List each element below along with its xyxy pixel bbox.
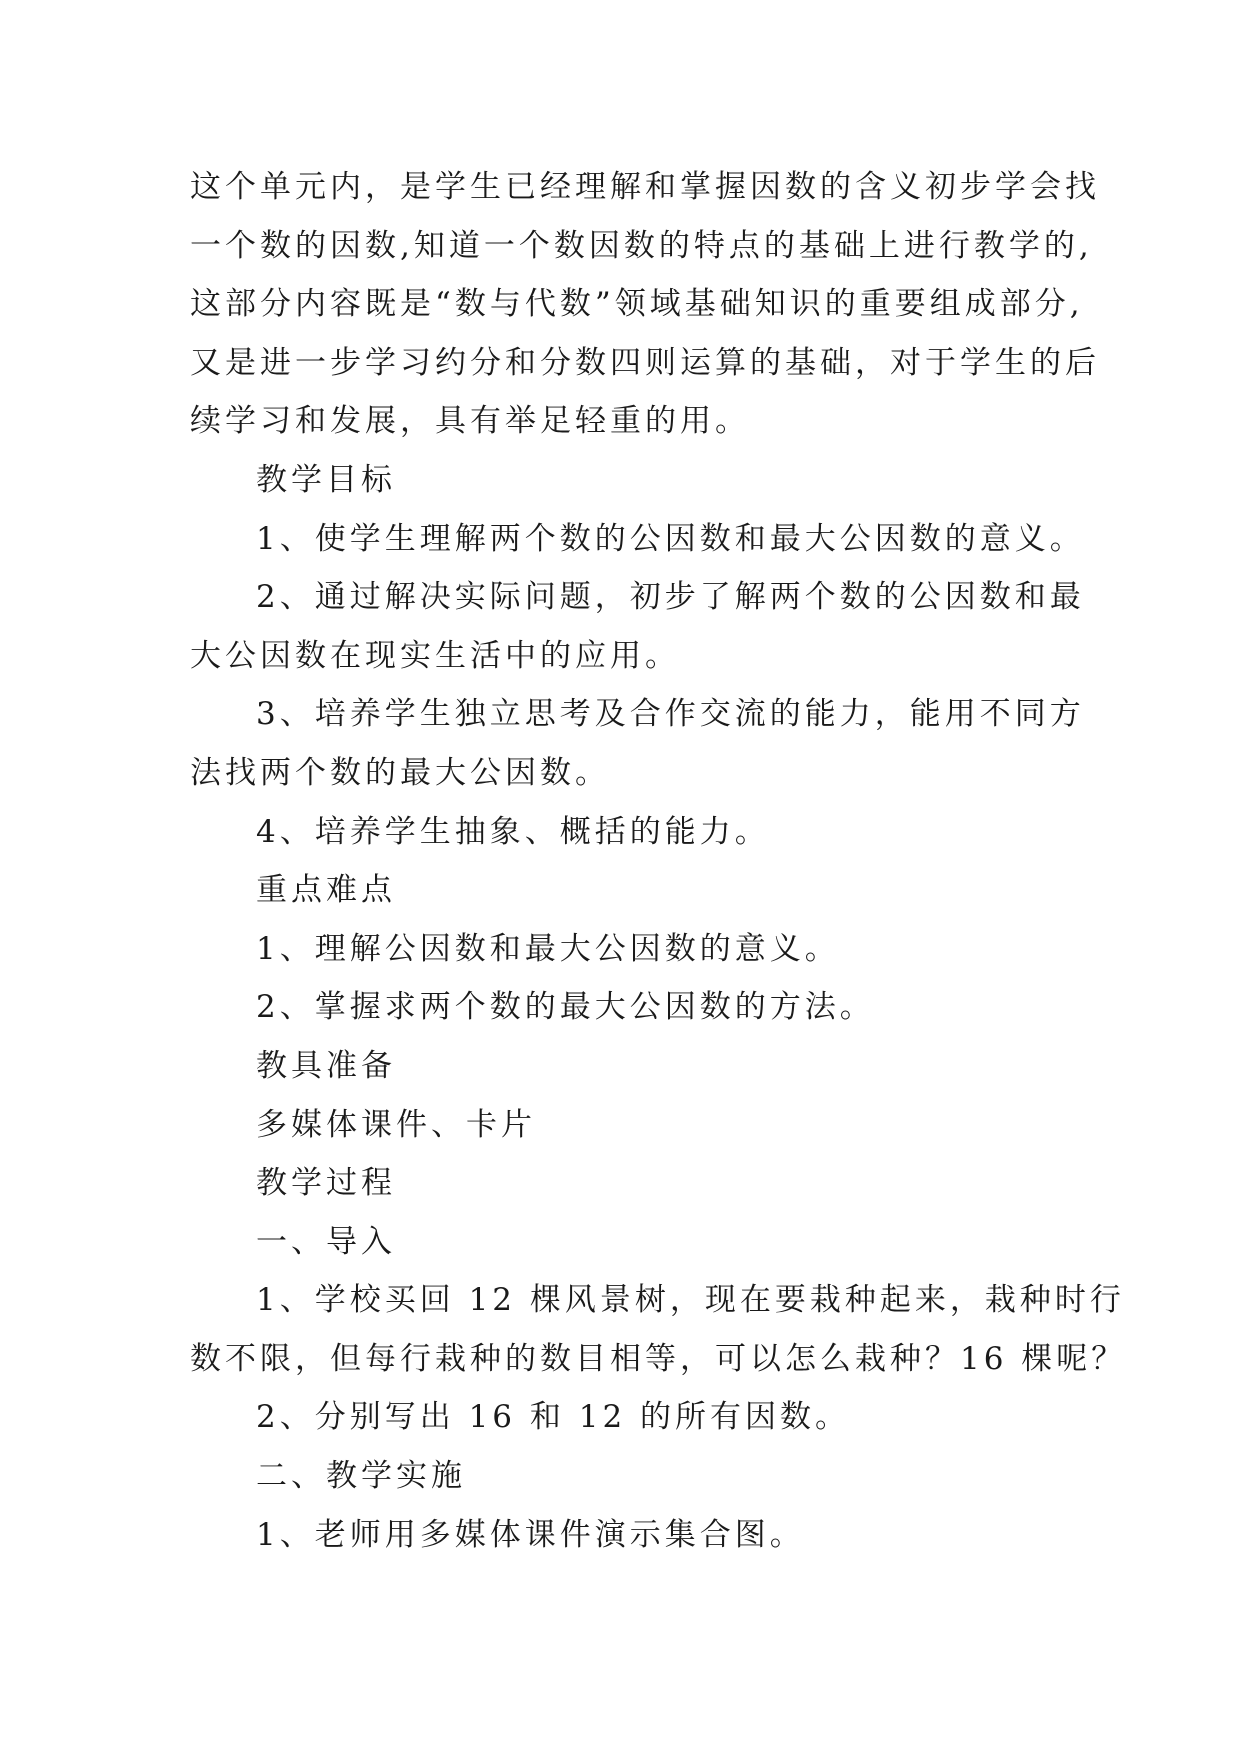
list-item: 1、老师用多媒体课件演示集合图。	[256, 1516, 805, 1553]
document-body	[190, 158, 1127, 1564]
text-line: 这个单元内，是学生已经理解和掌握因数的含义初步学会找	[190, 169, 1100, 205]
text-line: 多媒体课件、卡片	[256, 1106, 536, 1143]
list-item: 3、培养学生独立思考及合作交流的能力，能用不同方	[256, 696, 1085, 733]
text-line: 续学习和发展，具有举足轻重的用。	[190, 403, 750, 440]
list-item: 1、学校买回 12 棵风景树，现在要栽种起来，栽种时行	[256, 1282, 1125, 1319]
subsection-heading: 二、教学实施	[256, 1458, 466, 1495]
list-item: 4、培养学生抽象、概括的能力。	[256, 813, 770, 850]
list-item: 2、通过解决实际问题，初步了解两个数的公因数和最	[256, 579, 1085, 616]
text-line: 法找两个数的最大公因数。	[190, 754, 610, 791]
text-line: 又是进一步学习约分和分数四则运算的基础，对于学生的后	[190, 344, 1100, 381]
text-line: 这部分内容既是“数与代数”领域基础知识的重要组成部分,	[190, 286, 1084, 323]
list-item: 1、理解公因数和最大公因数的意义。	[256, 930, 840, 967]
text-line: 数不限，但每行栽种的数目相等，可以怎么栽种？16 棵呢？	[190, 1340, 1127, 1377]
section-heading: 教具准备	[256, 1047, 396, 1084]
text-line: 大公因数在现实生活中的应用。	[190, 637, 680, 674]
list-item: 2、分别写出 16 和 12 的所有因数。	[256, 1399, 851, 1436]
list-item: 2、掌握求两个数的最大公因数的方法。	[256, 989, 875, 1026]
section-heading: 教学过程	[256, 1165, 396, 1202]
section-heading: 重点难点	[256, 872, 396, 909]
subsection-heading: 一、导入	[256, 1223, 396, 1260]
text-line: 一个数的因数,知道一个数因数的特点的基础上进行教学的,	[190, 227, 1093, 264]
list-item: 1、使学生理解两个数的公因数和最大公因数的意义。	[256, 520, 1085, 557]
section-heading: 教学目标	[256, 461, 396, 498]
